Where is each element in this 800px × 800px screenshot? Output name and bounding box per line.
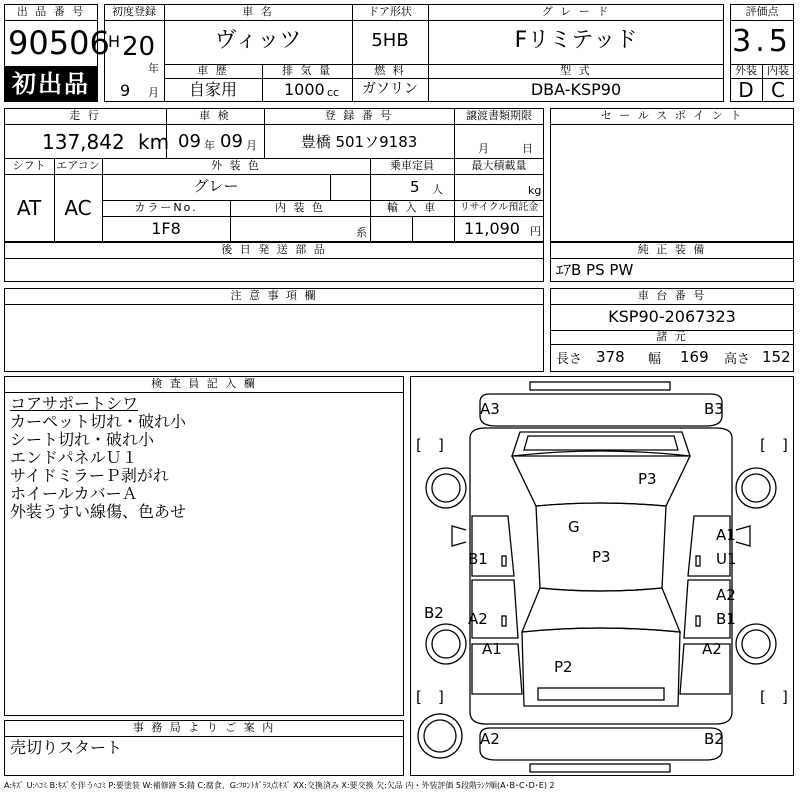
genuine-equipment: ｴｱB PS PW <box>556 261 634 279</box>
dimensions-label: 諸 元 <box>656 330 688 343</box>
reg-month: 9 <box>120 81 131 100</box>
inspector-line-6: ホイールカバーＡ <box>10 484 138 503</box>
capacity-unit: 人 <box>432 183 443 196</box>
lot-number: 90506 <box>8 24 110 62</box>
recycle-unit: 円 <box>530 225 541 238</box>
color-no-label: カラーNo. <box>134 201 198 214</box>
genuine-equipment-label: 純 正 装 備 <box>637 243 707 256</box>
month-unit: 月 <box>148 86 159 99</box>
plate-number: 豊橋 501ソ9183 <box>300 133 418 151</box>
width-label: 幅 <box>648 352 662 367</box>
max-load-unit: kg <box>528 184 542 197</box>
inspection-year-unit: 年 <box>204 139 215 152</box>
inspection-label: 車 検 <box>199 109 231 122</box>
history-label: 車 歴 <box>197 64 229 77</box>
mark-b2-left: B2 <box>424 604 444 622</box>
mark-p2: P2 <box>554 658 573 676</box>
mark-a1-front-right: A1 <box>716 526 736 544</box>
inspector-line-4: エンドパネルＵ１ <box>10 448 138 467</box>
mark-p3-roof: P3 <box>592 548 611 566</box>
fuel: ガソリン <box>362 81 418 97</box>
reg-year: 20 <box>122 32 156 62</box>
transfer-month: 月 <box>478 142 489 155</box>
inspector-label: 検 査 員 記 入 欄 <box>151 377 257 390</box>
displacement: 1000 <box>284 80 325 99</box>
mark-a3: A3 <box>480 400 500 418</box>
import-label: 輸 入 車 <box>387 201 437 214</box>
car-name: ヴィッツ <box>214 28 302 53</box>
first-listing-badge: 初出品 <box>5 67 97 101</box>
car-name-label: 車 名 <box>242 5 274 18</box>
mileage-label: 走 行 <box>69 109 101 122</box>
legend: A:ｷｽﾞ U:ﾍｺﾐ B:ｷｽﾞを伴うﾍｺﾐ P:要塗装 W:補修跡 S:錆 C:腐食、G:ﾌﾛﾝﾄｶﾞﾗｽ点ｷｽﾞ XX:交換済み X:要交換 欠:欠品 内・外装評価 5段階ﾗﾝｸ順(A･B･C･D･E) 2 <box>4 781 555 790</box>
inspection-year: 09 <box>178 131 201 152</box>
chassis-label: 車 台 番 号 <box>637 289 707 302</box>
transfer-day: 日 <box>522 142 533 155</box>
svg-text:]: ] <box>782 688 788 706</box>
later-parts-label: 後 日 発 送 部 品 <box>221 243 327 256</box>
model-code: DBA-KSP90 <box>530 80 622 99</box>
inspector-line-7: 外装うすい線傷、色あせ <box>10 502 187 521</box>
shift-label: シフト <box>12 159 46 172</box>
height-label: 高さ <box>724 352 751 367</box>
grade: Fリミテッド <box>514 28 638 53</box>
displacement-unit: cc <box>327 86 340 99</box>
recycle-fee: 11,090 <box>464 219 520 238</box>
mark-b1-front-left: B1 <box>468 550 488 568</box>
mark-u1: U1 <box>716 550 737 568</box>
inspector-line-3: シート切れ・破れ小 <box>10 430 155 449</box>
mark-p3-hood: P3 <box>638 470 657 488</box>
lot-number-label: 出 品 番 号 <box>16 5 86 18</box>
transfer-label: 譲渡書類期限 <box>466 109 532 122</box>
air-conditioner: AC <box>64 196 92 220</box>
door-type: 5HB <box>371 30 409 51</box>
mileage: 137,842 <box>42 130 125 154</box>
recycle-label: リサイクル預託金 <box>459 202 539 213</box>
interior-grade-label: 内装 <box>767 64 789 77</box>
sales-points-box <box>550 108 794 242</box>
length-label: 長さ <box>556 352 583 367</box>
inspector-line-2: カーペット切れ・破れ小 <box>10 412 187 431</box>
exterior-color: グレー <box>193 177 239 195</box>
chassis-number: KSP90-2067323 <box>608 307 736 326</box>
capacity: 5 <box>410 178 420 196</box>
width: 169 <box>680 348 709 366</box>
inspection-month: 09 <box>220 131 243 152</box>
svg-text:]: ] <box>782 436 788 454</box>
svg-text:[: [ <box>416 688 422 706</box>
office-note: 売切りスタート <box>10 738 123 757</box>
door-label: ドア形状 <box>368 5 412 18</box>
mark-a2-rear: A2 <box>480 730 500 748</box>
notes-label: 注 意 事 項 欄 <box>230 289 318 302</box>
mark-b1-right: B1 <box>716 610 736 628</box>
score-label: 評価点 <box>745 5 779 18</box>
svg-text:[: [ <box>760 436 766 454</box>
interior-grade: C <box>771 78 785 102</box>
exterior-grade-label: 外装 <box>735 64 757 77</box>
car-diagram <box>410 376 794 776</box>
inspector-line-1: コアサポートシワ <box>10 394 139 413</box>
svg-text:[: [ <box>760 688 766 706</box>
exterior-color-label: 外 装 色 <box>211 159 261 172</box>
inspection-month-unit: 月 <box>246 139 257 152</box>
history: 自家用 <box>188 80 237 99</box>
svg-text:]: ] <box>438 436 444 454</box>
grade-label: グ レ ー ド <box>541 5 611 18</box>
specs-grid <box>4 108 544 242</box>
displacement-label: 排 気 量 <box>282 64 332 77</box>
mark-a1-rear-left: A1 <box>482 640 502 658</box>
capacity-label: 乗車定員 <box>390 159 434 172</box>
svg-text:[: [ <box>416 436 422 454</box>
max-load-label: 最大積載量 <box>471 159 527 172</box>
plate-label: 登 録 番 号 <box>324 109 394 122</box>
era: H <box>108 32 121 51</box>
mark-a2-left: A2 <box>468 610 488 628</box>
fuel-label: 燃 料 <box>374 64 406 77</box>
model-label: 型 式 <box>560 64 592 77</box>
sales-points-label: セ ー ル ス ポ イ ン ト <box>600 109 744 122</box>
ac-label: エアコン <box>56 159 100 172</box>
mileage-unit: km <box>138 130 170 154</box>
office-label: 事 務 局 よ り ご 案 内 <box>132 721 276 734</box>
score: 3.5 <box>732 24 792 59</box>
inspector-line-5: サイドミラーＰ剥がれ <box>10 466 169 485</box>
length: 378 <box>596 348 625 366</box>
height: 152 <box>762 348 791 366</box>
mark-b2-rear: B2 <box>704 730 724 748</box>
interior-color-label: 内 装 色 <box>275 201 325 214</box>
exterior-grade: D <box>738 78 754 102</box>
mark-g: G <box>568 518 580 536</box>
first-reg-label: 初度登録 <box>112 5 156 18</box>
mark-a2-rear-right: A2 <box>702 640 722 658</box>
interior-color-unit: 系 <box>356 226 367 239</box>
year-unit: 年 <box>148 62 159 75</box>
shift: AT <box>16 196 42 220</box>
mark-b3: B3 <box>704 400 724 418</box>
mark-a2-right: A2 <box>716 586 736 604</box>
color-number: 1F8 <box>151 219 181 238</box>
svg-text:]: ] <box>438 688 444 706</box>
